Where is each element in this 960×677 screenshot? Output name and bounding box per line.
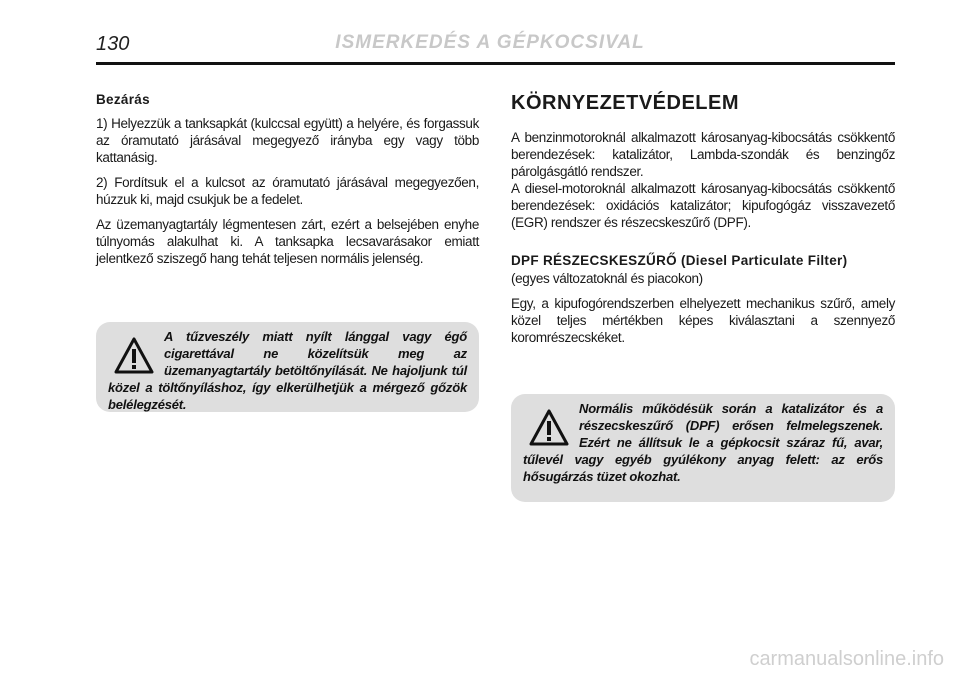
header-rule — [96, 62, 895, 65]
pressure-note: Az üzemanyagtartály légmentesen zárt, ezért a belsejében enyhe túlnyomás alakulhat ki. A tanksapka lecsavarásakor emiatt jelentkező sziszegő hang tehát teljesen normális jelenség. — [96, 217, 479, 266]
heat-warning-box — [511, 394, 895, 502]
environment-title: KÖRNYEZETVÉDELEM — [511, 92, 740, 114]
page-number: 130 — [96, 33, 130, 55]
diesel-emission-text: A diesel-motoroknál alkalmazott károsanyag-kibocsátás csökkentő berendezések: oxidációs katalizátor; kipufogógáz visszavezető (EGR) rendszer és részecskeszűrő (DPF). — [511, 181, 895, 230]
dpf-heading: DPF RÉSZECSKESZŰRŐ (Diesel Particulate Filter) — [511, 253, 848, 268]
petrol-emission-text: A benzinmotoroknál alkalmazott károsanyag-kibocsátás csökkentő berendezések: katalizátor, Lambda-szondák és benzingőz párolgásgátló rendszer. — [511, 130, 895, 179]
dpf-description: Egy, a kipufogórendszerben elhelyezett mechanikus szűrő, amely közel teljes mértékben képes kiválasztani a szennyező koromrészecskéket. — [511, 296, 895, 345]
fire-warning-text: A tűzveszély miatt nyílt lánggal vagy égő cigarettával ne közelítsük meg az üzemanyagtartály betöltőnyílását. Ne hajoljunk túl közel a töltőnyíláshoz, így elkerülhetjük a mérgező gőzök belélegzését. — [108, 329, 467, 412]
warning-triangle-icon — [114, 336, 154, 376]
heat-warning-text: Normális működésük során a katalizátor és a részecskeszűrő (DPF) erősen felmelegszenek. Ezért ne állítsuk le a gépkocsit száraz fű, avar, tűlevél vagy egyéb gyúlékony anyag felett: az erős hősugárzás tüzet okozhat. — [523, 401, 883, 484]
right-column — [511, 92, 895, 354]
watermark: carmanualsonline.info — [749, 648, 944, 670]
closing-step-2: 2) Fordítsuk el a kulcsot az óramutató járásával megegyezően, húzzuk ki, majd csukjuk be a fedelet. — [96, 175, 479, 207]
left-column — [96, 92, 479, 275]
fire-warning-box — [96, 322, 479, 412]
closing-heading: Bezárás — [96, 92, 150, 107]
warning-triangle-icon — [529, 408, 569, 448]
running-header: ISMERKEDÉS A GÉPKOCSIVAL — [335, 32, 645, 53]
dpf-availability-note: (egyes változatoknál és piacokon) — [511, 271, 703, 286]
closing-step-1: 1) Helyezzük a tanksapkát (kulccsal együtt) a helyére, és forgassuk az óramutató járásával megegyező irányba egy vagy több kattanásig. — [96, 116, 479, 165]
